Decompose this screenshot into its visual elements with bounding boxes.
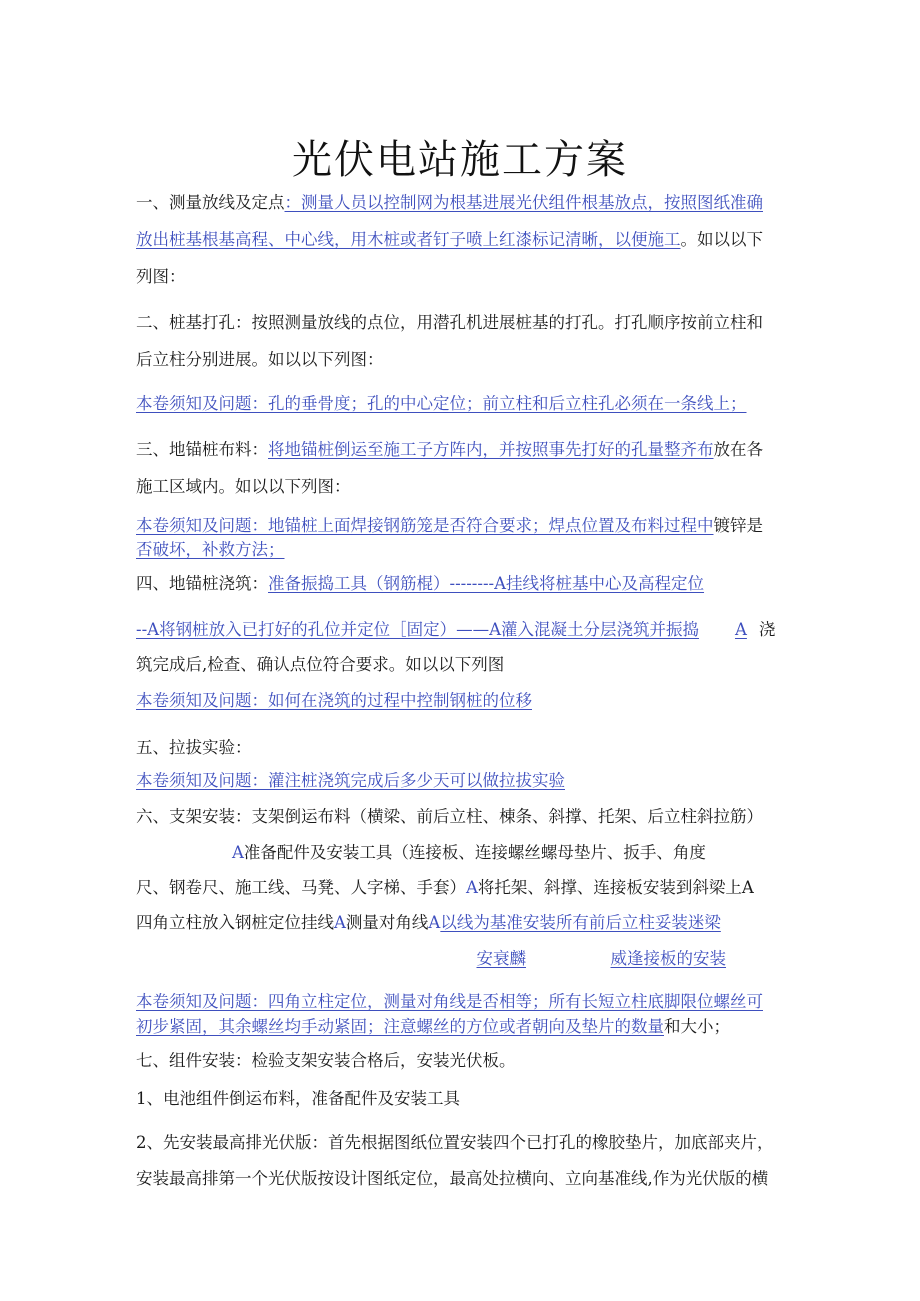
section-6-text-5b: 威逢接板的安装 [610, 949, 726, 968]
section-3-note-b: 镀锌是 [713, 516, 763, 535]
section-6-arrow-3: A [741, 878, 754, 897]
section-6-line-5 [136, 948, 796, 970]
section-6-text-4c: 测量对角线 [345, 913, 429, 932]
section-3-note-line-1 [136, 515, 796, 537]
section-6-line-3 [136, 877, 796, 899]
section-1-text-2: 放出桩基根基高程、中心线，用木桩或者钉子喷上红漆标记清晰，以便施工 [136, 230, 681, 249]
section-6-arrow-5: A [428, 913, 441, 932]
section-2-line-1: 二、桩基打孔：按照测量放线的点位，用潜孔机进展桩基的打孔。打孔顺序按前立柱和 [136, 313, 763, 332]
section-4-note: 本卷须知及问题：如何在浇筑的过程中控制钢桩的位移 [136, 691, 532, 710]
section-7-item-2-line-1: 2、先安装最高排光伏版：首先根据图纸位置安装四个已打孔的橡胶垫片，加底部夹片， [136, 1133, 774, 1152]
section-1-text: ：测量人员以控制网为根基进展光伏组件根基放点，按照图纸准确 [284, 193, 763, 212]
section-4-heading: 四、地锚桩浇筑： [136, 574, 268, 593]
section-6-arrow-1: A [232, 843, 244, 862]
section-1-text-2b: 。如以以下 [680, 230, 763, 249]
section-4-text-2: --A将钢桩放入已打好的孔位并定位［固定）——A灌入混凝土分层浇筑并振捣 [136, 620, 699, 639]
section-1-line-2 [136, 229, 796, 251]
section-3-note: 本卷须知及问题：地锚桩上面焊接钢筋笼是否符合要求；焊点位置及布料过程中 [136, 516, 714, 535]
section-4-line-2 [136, 619, 796, 641]
section-6-arrow-4: A [334, 913, 346, 932]
section-4-line-3: 筑完成后,检查、确认点位符合要求。如以以下列图 [136, 655, 505, 674]
section-6-text-2: 准备配件及安装工具（连接板、连接螺丝螺母垫片、扳手、角度 [243, 843, 706, 862]
section-6-text-3a: 尺、钢卷尺、施工线、马凳、人字梯、手套） [136, 878, 466, 897]
section-6-note-b: 和大小； [664, 1017, 730, 1036]
section-6-note-line-2 [136, 1016, 796, 1038]
section-2-note: 本卷须知及问题：孔的垂骨度；孔的中心定位；前立柱和后立柱孔必须在一条线上； [136, 394, 747, 413]
section-6-text-4a: 四角立柱放入钢桩定位挂线 [136, 913, 334, 932]
section-5-line-1: 五、拉拔实验： [136, 738, 252, 757]
section-1-line-1 [136, 192, 796, 214]
section-3-text-c: 放在各 [713, 440, 763, 459]
section-6-arrow-2: A [466, 878, 478, 897]
section-7-line-1: 七、组件安装：检验支架安装合格后，安装光伏板。 [136, 1051, 516, 1070]
section-6-text-3c: 将托架、斜撑、连接板安装到斜梁上 [477, 878, 742, 897]
section-1-line-3: 列图： [136, 267, 186, 286]
section-1-heading: 一、测量放线及定点 [136, 193, 285, 212]
page-title: 光伏电站施工方案 [292, 137, 628, 183]
section-4-text-2c: 浇 [758, 620, 776, 639]
section-3-line-2: 施工区域内。如以以下列图： [136, 477, 351, 496]
section-4-arrow: A [734, 620, 747, 639]
section-6-line-1: 六、支架安装：支架倒运布料（横梁、前后立柱、棟条、斜撑、托架、后立柱斜拉筋） [136, 807, 763, 826]
section-6-line-4 [136, 912, 796, 934]
section-6-text-5a: 安衰麟 [476, 949, 526, 968]
section-7-item-1: 1、电池组件倒运布料，准备配件及安装工具 [136, 1089, 460, 1108]
section-3-note-line-2: 否破坏，补救方法； [136, 540, 285, 559]
section-6-note: 初步紧固，其余螺丝均手动紧固；注意螺丝的方位或者朝向及垫片的数量 [136, 1017, 664, 1036]
section-5-note: 本卷须知及问题：灌注桩浇筑完成后多少天可以做拉拔实验 [136, 771, 565, 790]
section-4-text: 准备振捣工具（钢筋棍）--------A挂线将桩基中心及高程定位 [268, 574, 705, 593]
section-4-line-1 [136, 573, 796, 595]
section-6-note-line-1: 本卷须知及问题：四角立柱定位，测量对角线是否相等；所有长短立柱底脚限位螺丝可 [136, 992, 763, 1011]
section-3-line-1 [136, 439, 796, 461]
section-6-text-4e: 以线为基准安装所有前后立柱妥装迷梁 [440, 913, 721, 932]
section-3-text: 将地锚桩倒运至施工子方阵内，并按照事先打好的孔量整齐布 [268, 440, 714, 459]
section-7-item-2-line-2: 安装最高排第一个光伏版按设计图纸定位，最高处拉横向、立向基准线,作为光伏版的横 [136, 1169, 769, 1188]
section-6-line-2 [232, 842, 892, 864]
section-2-line-2: 后立柱分别进展。如以以下列图： [136, 350, 384, 369]
section-3-heading: 三、地锚桩布料： [136, 440, 268, 459]
